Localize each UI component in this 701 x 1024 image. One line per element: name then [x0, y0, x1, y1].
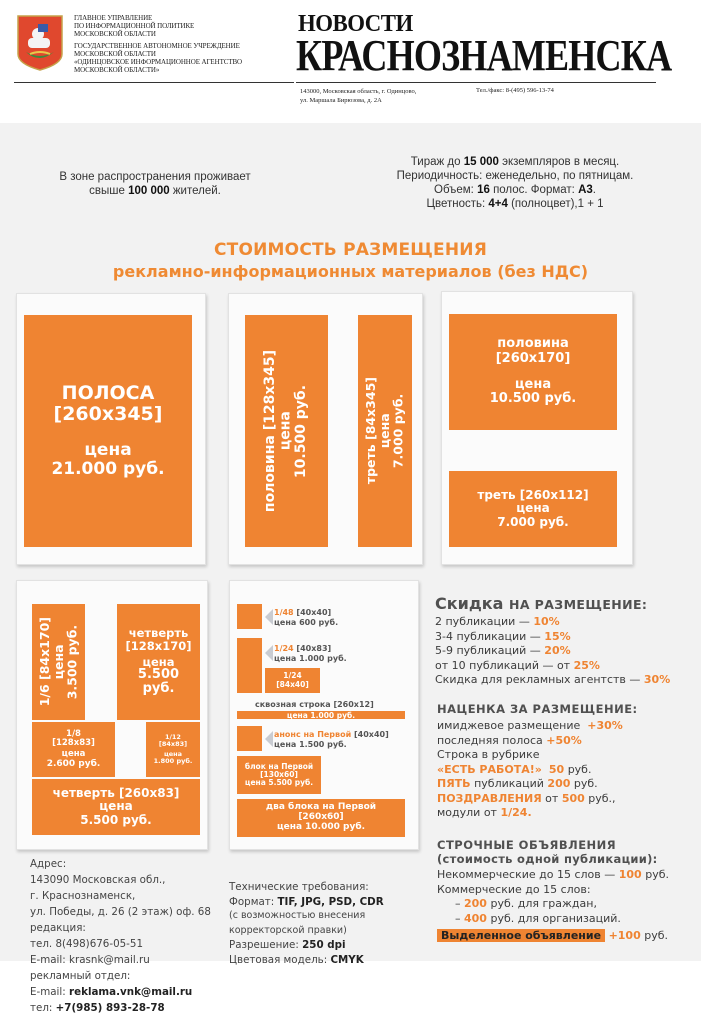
markup-item [437, 806, 638, 821]
org-line: ПО ИНФОРМАЦИОННОЙ ПОЛИТИКЕ [74, 22, 195, 31]
ad-module-front-block [237, 756, 321, 794]
stat-text: экземпляров в месяц. [502, 156, 620, 168]
currency: руб. [644, 929, 669, 942]
markup-label: публикаций [474, 777, 544, 790]
editorial-phone: тел. 8(498)676-05-51 [30, 938, 143, 950]
classified-item [437, 868, 669, 883]
markup-value: 500 [561, 791, 585, 805]
ad-card-tiny-modules [229, 580, 419, 850]
phone-label: тел: [30, 1002, 53, 1014]
module-name: треть [84x345] [363, 377, 379, 485]
ad-module-quarter-horizontal [32, 779, 200, 835]
module-price: цена 1.000 руб. [286, 710, 356, 720]
module-price: 21.000 руб. [51, 458, 165, 479]
module-price: цена 1.500 руб. [274, 740, 347, 749]
module-fraction: 1/24 [274, 644, 294, 653]
tech-label: Цветовая модель: [229, 953, 328, 966]
publisher-phone: Тел./факс: 8-(495) 596-13-74 [476, 87, 554, 94]
stat-text: . [592, 184, 596, 196]
markup-keyword: ПЯТЬ [437, 777, 471, 790]
ad-module-twelfth [146, 722, 200, 777]
module-size: [84x83] [158, 740, 188, 749]
module-price: 1.800 руб. [153, 756, 193, 765]
price-label: цена [84, 440, 132, 461]
currency: руб. [645, 868, 669, 881]
masthead [0, 0, 701, 123]
stat-text: Объем: [434, 184, 474, 196]
pricing-title [0, 240, 701, 282]
discount-label: 5-9 публикаций — [435, 644, 541, 657]
classifieds-title: СТРОЧНЫЕ ОБЪЯВЛЕНИЯ [437, 838, 617, 852]
markup-value: +30% [587, 719, 623, 732]
classified-label: руб. для граждан, [490, 897, 597, 910]
discount-value: 10% [533, 615, 560, 628]
markup-label: имиджевое размещение [437, 719, 581, 732]
coat-of-arms-icon [16, 14, 64, 72]
markup-item [437, 777, 638, 792]
discount-value: 30% [643, 673, 671, 686]
markup-item [437, 763, 638, 778]
module-price: 7.000 руб. [497, 514, 569, 529]
classified-price: +100 [608, 929, 641, 942]
classifieds-subtitle: (стоимость одной публикации): [437, 852, 658, 866]
pricing-title-line1: СТОИМОСТЬ РАЗМЕЩЕНИЯ [214, 240, 487, 260]
reach-info [20, 170, 290, 198]
classified-item [437, 929, 669, 944]
markup-item: Строка в рубрике [437, 748, 540, 761]
ad-module-front-two-blocks [237, 799, 405, 837]
module-size: [84x40] [276, 679, 309, 689]
pointer-arrow-icon [265, 731, 273, 747]
module-name: четверть [260x83] [52, 786, 180, 801]
module-price: цена 600 руб. [274, 618, 339, 627]
ad-module-quarter-vertical [117, 604, 200, 720]
editorial-email[interactable]: krasnk@mail.ru [69, 954, 150, 966]
address-label: Адрес: [30, 858, 67, 870]
module-currency: руб. [142, 681, 175, 697]
classifieds-section [437, 838, 669, 944]
module-name: половина [497, 336, 569, 352]
classified-price: 200 [464, 897, 487, 910]
module-size: [40x40] [296, 608, 332, 617]
ad-module-eighth [32, 722, 115, 777]
tech-value: 250 dpi [302, 939, 346, 951]
discount-list [435, 615, 670, 688]
email-label: E-mail: [30, 954, 66, 966]
ad-card-full-page [16, 293, 206, 565]
module-name: два блока на Первой [265, 802, 377, 813]
module-label-1-24 [274, 644, 347, 664]
module-price: цена 1.000 руб. [274, 654, 347, 663]
divider [296, 82, 656, 83]
markup-list [437, 719, 638, 821]
module-name: четверть [128, 626, 189, 641]
module-price: 2.600 руб. [46, 758, 101, 769]
markup-item [437, 792, 638, 807]
ad-phone: +7(985) 893-28-78 [55, 1002, 165, 1014]
price-label: цена [377, 413, 393, 449]
pointer-arrow-icon [265, 645, 273, 661]
price-label: цена [514, 377, 552, 392]
module-name: 1/8 [66, 728, 81, 739]
module-price: цена 10.000 руб. [276, 821, 366, 832]
discount-value: 15% [544, 629, 571, 643]
address-line: ул. Маршала Бирюзова, д. 2А [300, 97, 382, 104]
tech-label: Формат: [229, 895, 275, 908]
stat-text: Цветность: [426, 198, 486, 210]
circulation-info [360, 155, 670, 211]
markup-item [437, 719, 638, 734]
price-label: цена [277, 411, 294, 451]
org-line: «ОДИНЦОВСКОЕ ИНФОРМАЦИОННОЕ АГЕНТСТВО [74, 58, 243, 67]
module-price: 7.000 руб. [390, 393, 406, 469]
module-size: [128x83] [52, 737, 95, 748]
stat-text: Тираж до [410, 156, 461, 168]
classified-item: – 200 руб. для граждан, [455, 897, 597, 910]
tech-title: Технические требования: [229, 881, 369, 893]
price-label: цена [142, 654, 175, 669]
tech-value: CMYK [330, 953, 364, 966]
address-line: 143090 Московская обл., [30, 874, 166, 886]
newspaper-title-main: КРАСНОЗНАМЕНСКА [296, 31, 672, 80]
discount-item [435, 644, 670, 659]
reach-text: свыше [89, 185, 125, 197]
module-price: 5.500 [137, 667, 180, 683]
address-line: 143000, Московская область, г. Одинцово, [300, 88, 417, 95]
contacts-section [30, 856, 211, 1016]
currency: руб. [567, 762, 592, 776]
volume-value: 16 [477, 184, 490, 196]
markup-value: 50 [548, 762, 565, 776]
module-size: [40x83] [296, 644, 332, 653]
organization-block [74, 14, 242, 77]
email-label: E-mail: [30, 986, 66, 998]
rubric-name: «ЕСТЬ РАБОТА!» [437, 762, 542, 776]
ad-module-1-24-vertical [237, 638, 262, 693]
divider [14, 82, 294, 83]
currency: руб. [573, 777, 598, 790]
currency: руб., [588, 791, 616, 805]
discount-item [435, 630, 670, 645]
module-name: ПОЛОСА [61, 382, 155, 405]
markup-label: модули от [437, 806, 497, 819]
markup-title: НАЦЕНКА ЗА РАЗМЕЩЕНИЕ: [437, 702, 638, 716]
module-name: анонс на Первой [274, 730, 352, 739]
reach-value: 100 000 [128, 185, 170, 197]
classified-label: руб. для организаций. [490, 911, 621, 925]
color-value: 4+4 [488, 198, 508, 210]
org-line: МОСКОВСКОЙ ОБЛАСТИ» [74, 66, 160, 75]
ad-phone-line [30, 1000, 211, 1016]
pointer-arrow-icon [265, 609, 273, 625]
classified-label: Некоммерческие до 15 слов — [437, 868, 616, 881]
discount-label: Скидка для рекламных агентств — [435, 673, 641, 686]
ad-card-horizontal [441, 291, 633, 565]
module-name: 1/6 [84x170] [36, 617, 52, 707]
price-label: цена [516, 501, 550, 516]
ad-department-label: рекламный отдел: [30, 970, 131, 982]
circulation-line [360, 155, 670, 169]
markup-keyword: ПОЗДРАВЛЕНИЯ [437, 791, 542, 805]
ad-module-half-horizontal [449, 314, 617, 430]
classified-price: 100 [618, 868, 642, 881]
markup-item [437, 734, 638, 749]
newspaper-title-top: НОВОСТИ [298, 11, 413, 37]
module-size: [40x40] [354, 730, 389, 739]
module-size: [128x170] [125, 638, 192, 653]
module-fraction: 1/48 [274, 608, 294, 617]
tech-resolution [229, 938, 384, 953]
discount-section [435, 594, 670, 688]
ad-module-1-24-horizontal [265, 668, 320, 693]
pricing-title-line2: рекламно-информационных материалов (без НДС) [112, 262, 589, 281]
reach-line [20, 184, 290, 198]
module-price: цена 5.500 руб. [244, 778, 314, 788]
address-line: г. Краснознаменск, [30, 890, 136, 902]
tech-format [229, 895, 384, 910]
module-price: 10.500 руб. [489, 391, 577, 407]
module-name: половина [128x345] [262, 349, 279, 513]
circulation-value: 15 000 [463, 156, 499, 168]
ad-module-full [24, 315, 192, 547]
module-size: [130x60] [260, 769, 298, 779]
price-label: цена [61, 749, 86, 760]
volume-line [360, 183, 670, 197]
classifieds-list [437, 868, 669, 944]
classified-item: Коммерческие до 15 слов: [437, 882, 591, 896]
module-name: блок на Первой [244, 761, 314, 771]
price-label: цена [99, 799, 133, 814]
module-price: 3.500 руб. [64, 624, 80, 700]
address-line: ул. Победы, д. 26 (2 этаж) оф. 68 [30, 906, 211, 918]
ad-module-third-vertical [358, 315, 412, 547]
module-name: треть [260x112] [477, 488, 589, 503]
org-line: МОСКОВСКОЙ ОБЛАСТИ [74, 30, 156, 39]
publisher-address [300, 87, 416, 105]
module-price: 10.500 руб. [293, 384, 310, 478]
discount-title-main: Скидка [435, 594, 504, 613]
highlighted-ad-label: Выделенное объявление [437, 929, 605, 942]
org-line: МОСКОВСКОЙ ОБЛАСТИ [74, 49, 156, 58]
discount-value: 25% [573, 658, 600, 672]
discount-title [435, 594, 670, 613]
module-label-front-teaser [274, 730, 389, 750]
ad-card-small-modules [16, 580, 208, 850]
stat-text: (полноцвет),1 + 1 [511, 198, 604, 210]
markup-section [437, 702, 638, 821]
markup-value: +50% [546, 733, 582, 747]
module-size: [260x345] [53, 403, 163, 426]
ad-card-vertical [228, 293, 423, 565]
module-label-1-48 [274, 608, 338, 628]
module-price: 5.500 руб. [80, 812, 152, 827]
discount-value: 20% [544, 644, 571, 657]
discount-title-sub: НА РАЗМЕЩЕНИЕ: [508, 597, 648, 612]
periodicity-line: Периодичность: еженедельно, по пятницам. [396, 170, 634, 182]
discount-item [435, 673, 670, 688]
format-value: А3 [578, 184, 593, 196]
price-label: цена [163, 749, 183, 758]
classified-price: 400 [464, 911, 487, 925]
ad-module-sixth [32, 604, 85, 720]
markup-label: от [545, 791, 559, 805]
ad-email[interactable]: reklama.vnk@mail.ru [69, 986, 193, 998]
tech-label: Разрешение: [229, 939, 299, 951]
tech-note: (с возможностью внесения [229, 910, 366, 921]
stat-text: полос. Формат: [493, 184, 575, 196]
discount-item [435, 659, 670, 674]
editorial-label: редакция: [30, 922, 86, 934]
tech-value: TIF, JPG, PSD, CDR [277, 895, 384, 908]
module-name: 1/12 [165, 733, 181, 742]
discount-label: 3-4 публикации — [435, 629, 541, 643]
org-line: ГОСУДАРСТВЕННОЕ АВТОНОМНОЕ УЧРЕЖДЕНИЕ [74, 41, 240, 50]
module-fraction: 1/24 [283, 671, 302, 681]
tech-requirements [229, 880, 384, 967]
tech-note: корректорской правки) [229, 924, 347, 936]
color-line [360, 197, 670, 211]
ad-module-through-line [237, 711, 405, 719]
ad-module-1-48 [237, 604, 262, 629]
org-line: ГЛАВНОЕ УПРАВЛЕНИЕ [74, 14, 153, 22]
ad-module-front-teaser [237, 726, 262, 751]
reach-line: В зоне распространения проживает [59, 171, 251, 183]
module-size: [260x170] [495, 350, 571, 366]
reach-text: жителей. [172, 185, 221, 197]
tech-color-model [229, 953, 384, 968]
discount-label: от 10 публикаций — от [435, 658, 571, 672]
price-label: цена [50, 644, 66, 680]
markup-value: 200 [547, 777, 571, 790]
through-line-label: сквозная строка [260x12] [255, 700, 374, 709]
markup-value: 1/24. [500, 806, 532, 819]
discount-item [435, 615, 670, 630]
ad-module-third-horizontal [449, 471, 617, 547]
ad-module-half-vertical [245, 315, 328, 547]
markup-label: последняя полоса [437, 733, 543, 747]
editorial-email-line [30, 952, 211, 968]
module-size: [260x60] [298, 812, 344, 823]
discount-label: 2 публикации — [435, 615, 530, 628]
classified-item: – 400 руб. для организаций. [455, 911, 621, 925]
ad-email-line [30, 984, 211, 1000]
